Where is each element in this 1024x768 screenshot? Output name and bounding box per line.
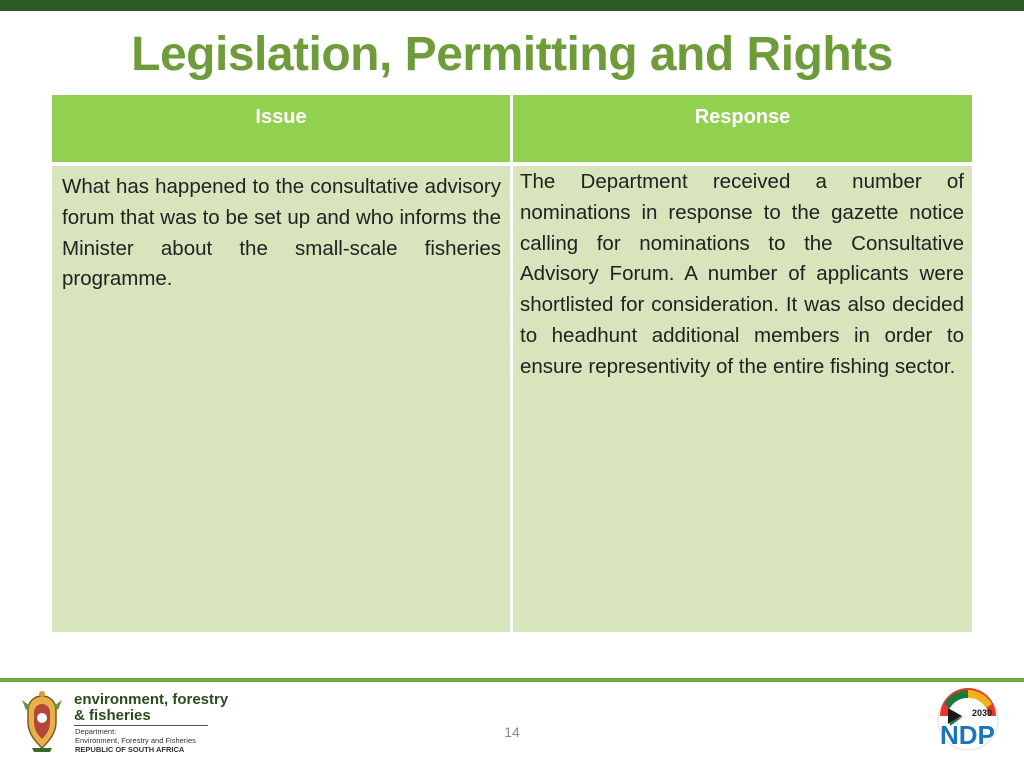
dept-name: Environment, Forestry and Fisheries	[75, 736, 196, 745]
dept-label: Department:	[75, 727, 117, 736]
table-cell-issue	[52, 166, 510, 632]
ndp-logo	[934, 686, 1002, 752]
department-logo	[20, 690, 229, 756]
page-title: Legislation, Permitting and Rights	[131, 28, 893, 81]
ndp-2030-logo-icon	[934, 686, 1002, 752]
top-bar	[0, 0, 1024, 11]
issue-text: What has happened to the consultative advisory forum that was to be set up and who informs the Minister about the small-scale fisheries programme.	[62, 175, 501, 291]
response-text: The Department received a number of nominations in response to the gazette notice calling for nominations to the Consultative Advisory Forum. A number of applicants were shortlisted for consideration. It was also decided to headhunt additional members in order to ensure representivity of the entire fishing sector.	[520, 170, 964, 378]
org-name-line2: & fisheries	[74, 707, 151, 724]
svg-text:2030: 2030	[972, 708, 993, 718]
country-name: REPUBLIC OF SOUTH AFRICA	[75, 745, 185, 754]
column-header-issue: Issue	[52, 95, 510, 162]
footer-divider	[0, 678, 1024, 682]
org-divider	[74, 725, 208, 726]
issue-response-table	[52, 95, 972, 632]
table-cell-response	[513, 166, 972, 632]
coat-of-arms-icon	[20, 690, 64, 754]
column-header-response: Response	[513, 95, 972, 162]
svg-text:NDP: NDP	[940, 720, 995, 750]
page-number: 14	[504, 724, 520, 740]
org-name-line1: environment, forestry	[74, 691, 229, 708]
